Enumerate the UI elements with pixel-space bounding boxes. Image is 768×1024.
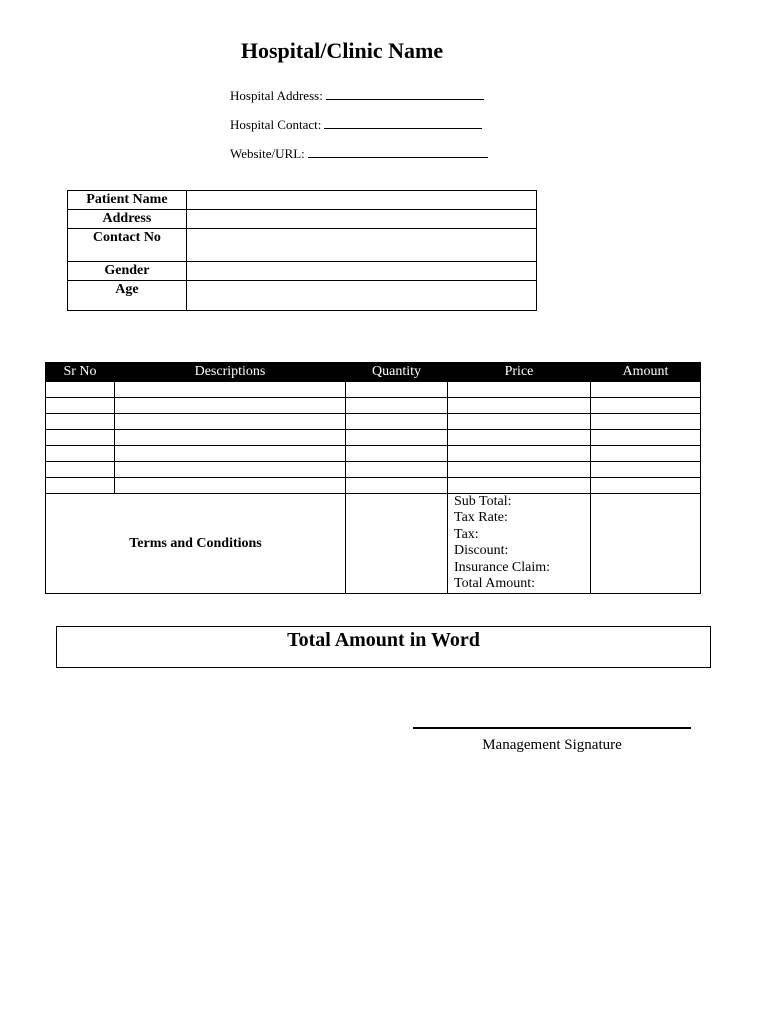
website-label: Website/URL: — [230, 146, 305, 161]
patient-name-label: Patient Name — [68, 191, 187, 210]
tax-label: Tax: — [454, 526, 479, 542]
description-cell[interactable] — [115, 382, 346, 398]
discount-label: Discount: — [454, 543, 509, 559]
gender-field[interactable] — [186, 262, 536, 281]
description-cell[interactable] — [115, 478, 346, 494]
description-cell[interactable] — [115, 414, 346, 430]
age-label: Age — [68, 281, 187, 311]
column-header-sr-no: Sr No — [46, 363, 115, 382]
total-amount-in-word-box[interactable] — [56, 626, 711, 668]
quantity-cell[interactable] — [346, 398, 448, 414]
column-header-amount: Amount — [591, 363, 701, 382]
patient-address-label: Address — [68, 210, 187, 229]
total-amount-label: Total Amount: — [454, 576, 536, 592]
description-cell[interactable] — [115, 398, 346, 414]
amount-cell[interactable] — [591, 398, 701, 414]
contact-no-field[interactable] — [186, 229, 536, 262]
hospital-contact-field[interactable] — [324, 116, 482, 129]
sr-no-cell[interactable] — [46, 430, 115, 446]
sub-total-label: Sub Total: — [454, 494, 512, 509]
quantity-cell[interactable] — [346, 462, 448, 478]
sr-no-cell[interactable] — [46, 382, 115, 398]
table-row — [46, 430, 701, 446]
price-cell[interactable] — [448, 414, 591, 430]
amount-cell[interactable] — [591, 462, 701, 478]
sr-no-cell[interactable] — [46, 478, 115, 494]
price-cell[interactable] — [448, 398, 591, 414]
terms-and-conditions: Terms and Conditions — [46, 494, 346, 594]
hospital-address-line — [230, 87, 484, 104]
amount-cell[interactable] — [591, 478, 701, 494]
quantity-cell[interactable] — [346, 414, 448, 430]
table-row — [46, 462, 701, 478]
age-field[interactable] — [186, 281, 536, 311]
patient-name-field[interactable] — [186, 191, 536, 210]
website-line — [230, 145, 488, 162]
description-cell[interactable] — [115, 446, 346, 462]
hospital-address-label: Hospital Address: — [230, 88, 323, 103]
quantity-cell[interactable] — [346, 430, 448, 446]
hospital-name-title: Hospital/Clinic Name — [240, 38, 444, 63]
table-row — [46, 414, 701, 430]
price-cell[interactable] — [448, 382, 591, 398]
item-rows — [46, 382, 701, 594]
tax-rate-label: Tax Rate: — [454, 510, 508, 526]
table-row — [46, 382, 701, 398]
table-row — [46, 478, 701, 494]
table-row — [46, 398, 701, 414]
price-cell[interactable] — [448, 478, 591, 494]
quantity-cell[interactable] — [346, 478, 448, 494]
sr-no-cell[interactable] — [46, 462, 115, 478]
billing-items-table — [45, 362, 701, 594]
total-amount-in-word-label: Total Amount in Word — [287, 629, 480, 651]
column-header-descriptions: Descriptions — [115, 363, 346, 382]
gender-label: Gender — [68, 262, 187, 281]
hospital-address-field[interactable] — [326, 87, 484, 100]
column-header-price: Price — [448, 363, 591, 382]
summary-quantity-cell — [346, 494, 448, 594]
price-cell[interactable] — [448, 430, 591, 446]
patient-address-field[interactable] — [186, 210, 536, 229]
amount-cell[interactable] — [591, 382, 701, 398]
quantity-cell[interactable] — [346, 446, 448, 462]
summary-amount-field[interactable] — [591, 494, 701, 594]
website-field[interactable] — [308, 145, 488, 158]
hospital-contact-label: Hospital Contact: — [230, 117, 322, 132]
signature-line — [413, 727, 691, 729]
price-cell[interactable] — [448, 462, 591, 478]
amount-cell[interactable] — [591, 446, 701, 462]
quantity-cell[interactable] — [346, 382, 448, 398]
sr-no-cell[interactable] — [46, 414, 115, 430]
description-cell[interactable] — [115, 462, 346, 478]
patient-info-table — [67, 190, 537, 311]
column-header-quantity: Quantity — [346, 363, 448, 382]
contact-no-label: Contact No — [68, 229, 187, 262]
amount-cell[interactable] — [591, 414, 701, 430]
sr-no-cell[interactable] — [46, 446, 115, 462]
description-cell[interactable] — [115, 430, 346, 446]
amount-cell[interactable] — [591, 430, 701, 446]
insurance-claim-label: Insurance Claim: — [454, 559, 551, 575]
hospital-contact-line — [230, 116, 482, 133]
price-cell[interactable] — [448, 446, 591, 462]
sr-no-cell[interactable] — [46, 398, 115, 414]
summary-labels — [448, 494, 591, 594]
management-signature-label: Management Signature — [482, 737, 622, 753]
table-row — [46, 446, 701, 462]
summary-row — [46, 494, 701, 594]
